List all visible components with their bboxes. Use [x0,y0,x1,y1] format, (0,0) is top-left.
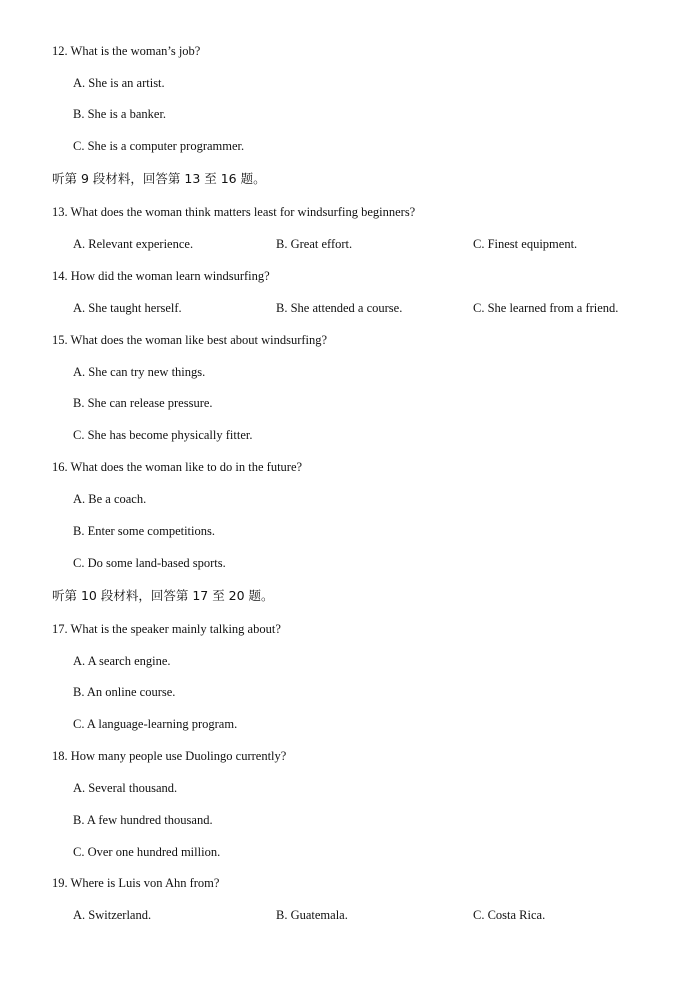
question-14-option-b: B. She attended a course. [276,301,403,315]
question-12-option-a: A. She is an artist. [73,76,165,90]
question-15-option-a: A. She can try new things. [73,365,206,379]
question-14-option-a: A. She taught herself. [73,301,182,315]
question-18-option-c: C. Over one hundred million. [73,845,221,859]
question-17-option-a: A. A search engine. [73,654,171,668]
question-19-option-a: A. Switzerland. [73,908,152,922]
question-16-stem: 16. What does the woman like to do in the future? [52,460,303,474]
question-17-option-b: B. An online course. [73,685,176,699]
question-19-option-b: B. Guatemala. [276,908,348,922]
question-16-option-c: C. Do some land-based sports. [73,556,226,570]
section-10-instruction: 听第 10 段材料，回答第 17 至 20 题。 [52,588,274,603]
question-13-option-b: B. Great effort. [276,237,353,251]
question-15-option-c: C. She has become physically fitter. [73,428,253,442]
question-16-option-b: B. Enter some competitions. [73,524,215,538]
question-18-option-a: A. Several thousand. [73,781,178,795]
question-13-stem: 13. What does the woman think matters least for windsurfing beginners? [52,205,416,219]
question-18-stem: 18. How many people use Duolingo currently? [52,749,287,763]
question-19-option-c: C. Costa Rica. [473,908,546,922]
question-12-option-c: C. She is a computer programmer. [73,139,245,153]
question-15-option-b: B. She can release pressure. [73,396,213,410]
section-9-instruction: 听第 9 段材料，回答第 13 至 16 题。 [52,171,266,186]
question-15-stem: 15. What does the woman like best about windsurfing? [52,333,328,347]
question-18-option-b: B. A few hundred thousand. [73,813,213,827]
question-13-option-a: A. Relevant experience. [73,237,194,251]
question-17-option-c: C. A language-learning program. [73,717,238,731]
question-12-stem: 12. What is the woman’s job? [52,44,201,58]
question-16-option-a: A. Be a coach. [73,492,147,506]
question-14-option-c: C. She learned from a friend. [473,301,619,315]
question-13-option-c: C. Finest equipment. [473,237,578,251]
question-17-stem: 17. What is the speaker mainly talking about? [52,622,281,636]
question-12-option-b: B. She is a banker. [73,107,167,121]
question-19-stem: 19. Where is Luis von Ahn from? [52,876,220,890]
question-14-stem: 14. How did the woman learn windsurfing? [52,269,270,283]
